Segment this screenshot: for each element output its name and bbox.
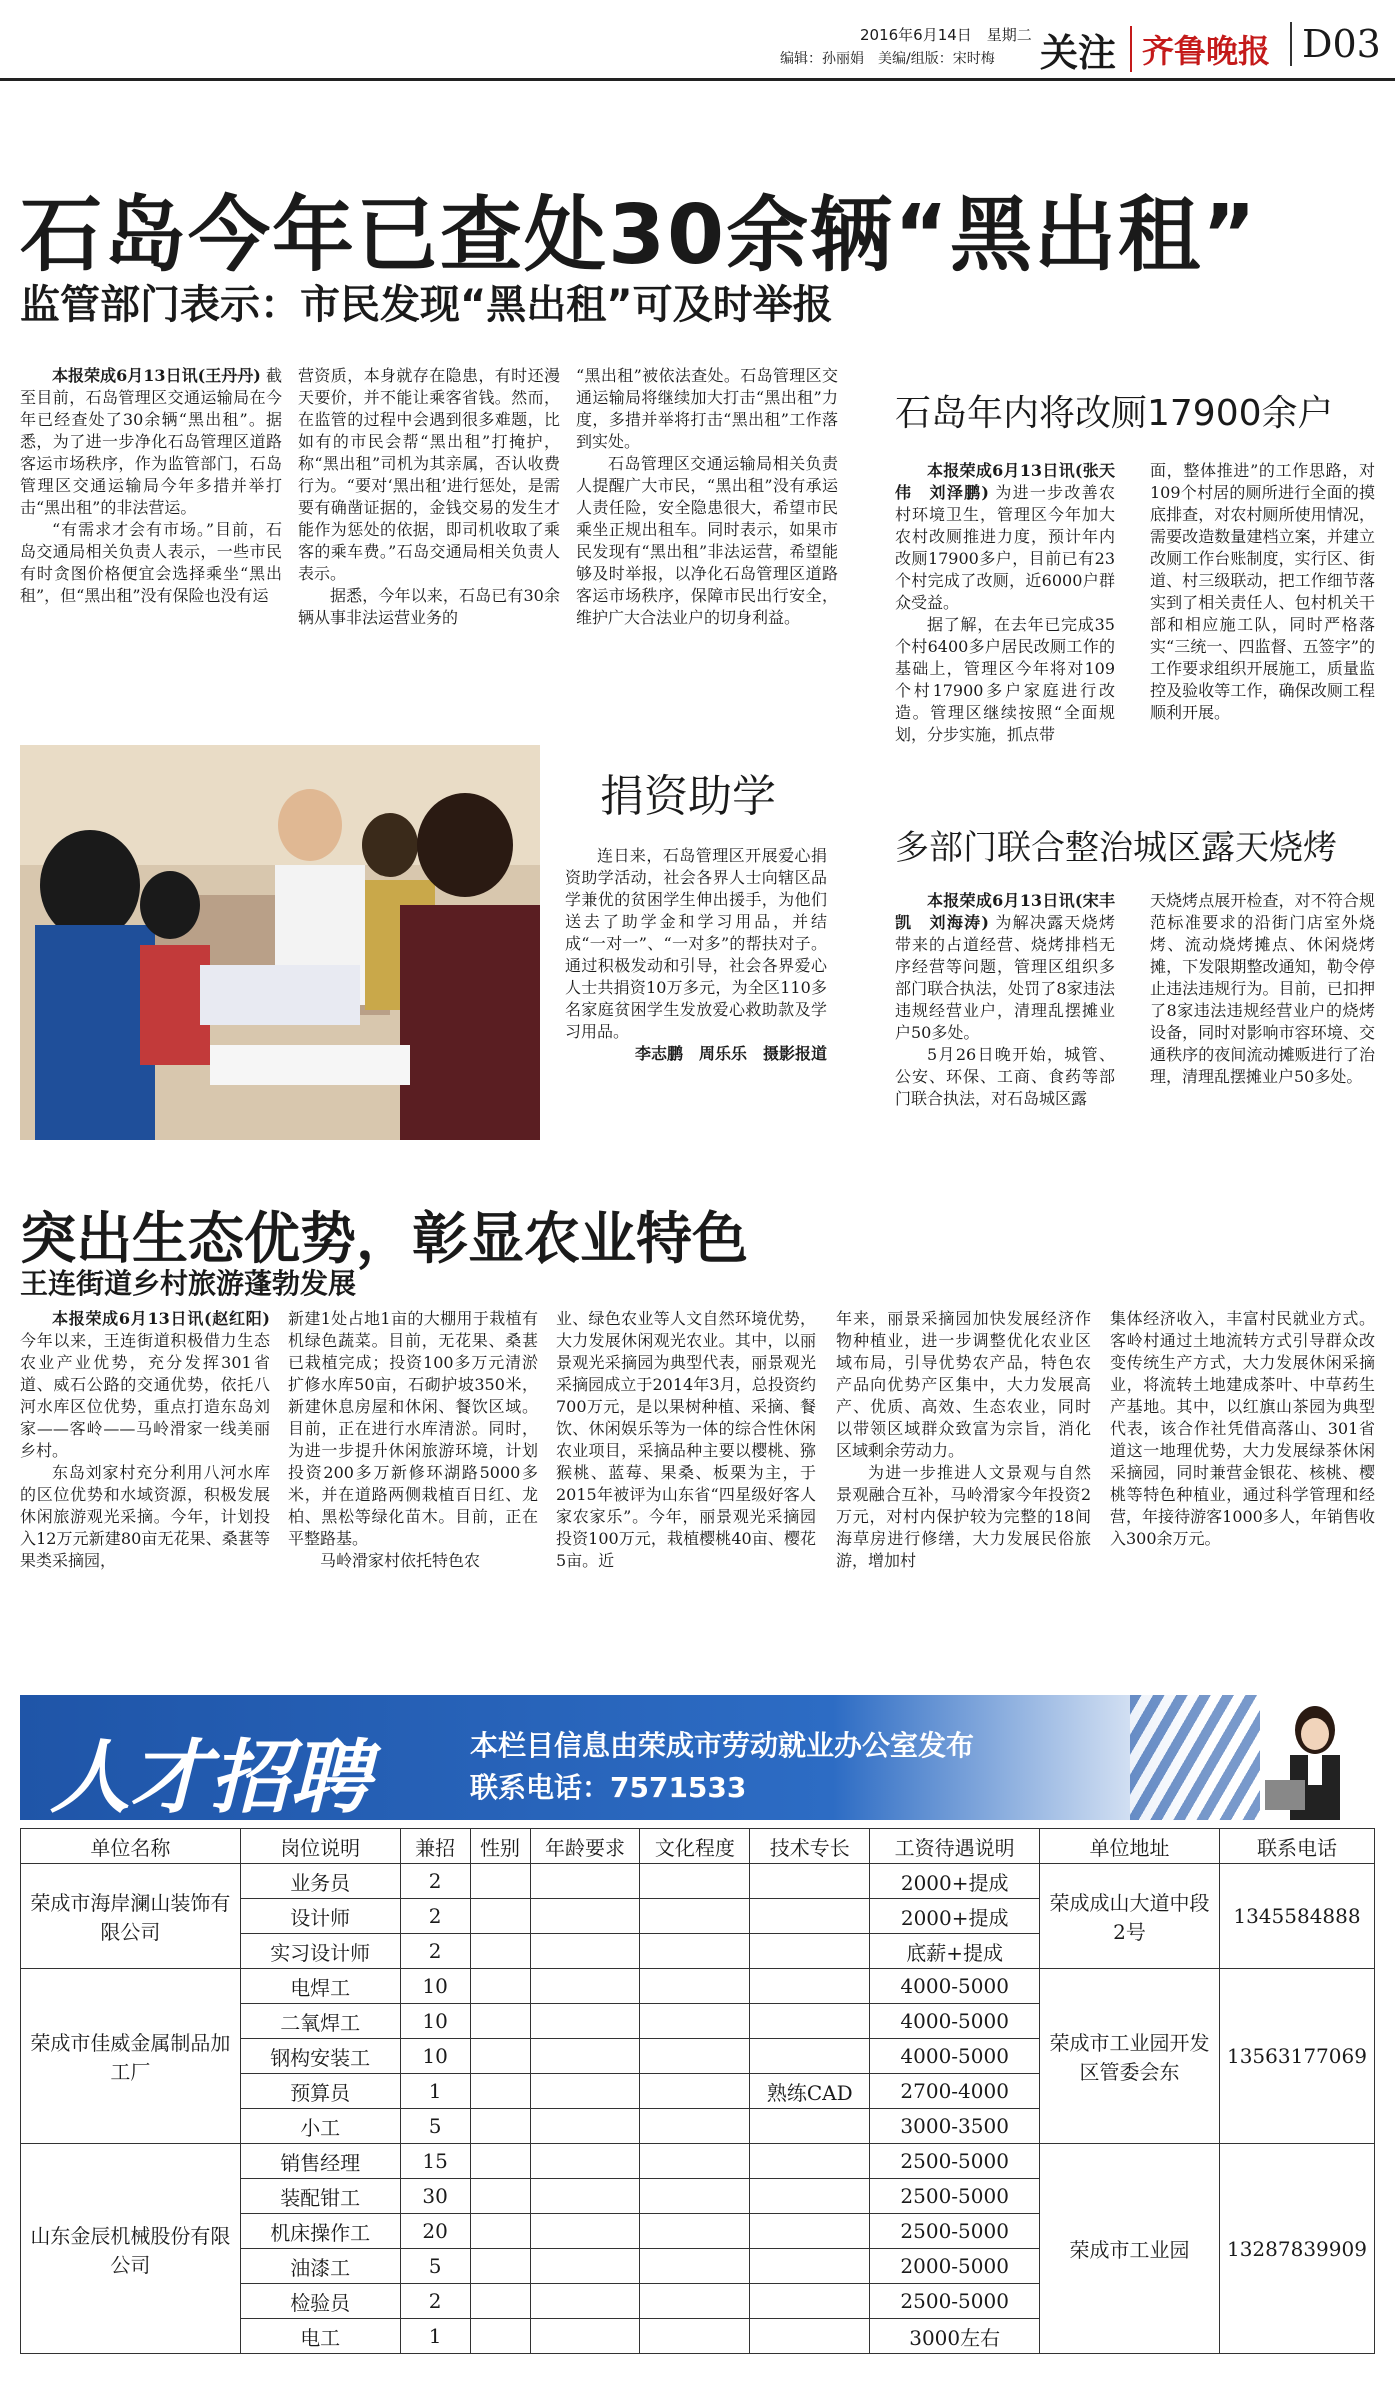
- age-cell: [530, 2319, 640, 2354]
- education-cell: [640, 2284, 750, 2319]
- gender-cell: [470, 2284, 530, 2319]
- phone-cell: 1345584888: [1219, 1864, 1374, 1969]
- salary-cell: 4000-5000: [870, 2039, 1040, 2074]
- skill-cell: [750, 2039, 870, 2074]
- post-cell: 电工: [240, 2319, 400, 2354]
- toilet-article-col1: 本报荣成6月13日讯(张天伟 刘泽鹏) 为进一步改善农村环境卫生，管理区今年加大农村改厕推进力度，预计年内改厕17900多户，目前已有23个村完成了改厕，近6000户群众受益。 据了解，在去年已完成35个村6400多户居民改厕工作的基础上，管理区今年将对109个村17900多户家庭进行改造。管理区继续按照“全面规划，分步实施，抓点带: [895, 461, 1115, 744]
- donation-text: 连日来，石岛管理区开展爱心捐资助学活动，社会各界人士向辖区品学兼优的贫困学生伸出援手，为他们送去了助学金和学习用品，并结成“一对一”、“一对多”的帮扶对子。通过积极发动和引导，社会各界爱心人士共捐资10万多元，为全区110多名家庭贫困学生发放爱心救助款及学习用品。 李志鹏 周乐乐 摄影报道: [565, 846, 827, 1063]
- skill-cell: [750, 2284, 870, 2319]
- gender-cell: [470, 2144, 530, 2179]
- post-cell: 电焊工: [240, 1969, 400, 2004]
- table-header-cell: 单位地址: [1040, 1829, 1220, 1864]
- table-header-cell: 单位名称: [21, 1829, 241, 1864]
- salary-cell: 2000+提成: [870, 1864, 1040, 1899]
- masthead: [0, 0, 1395, 80]
- table-row: [21, 1969, 1375, 2004]
- masthead-rule: [0, 78, 1395, 81]
- agri-article-col1: 本报荣成6月13日讯(赵红阳) 今年以来，王连街道积极借力生态农业产业优势，充分发挥301省道、威石公路的交通优势，依托八河水库区位优势，重点打造东岛刘家——客岭——马岭滑家一线美丽乡村。 东岛刘家村充分利用八河水库的区位优势和水域资源，积极发展休闲旅游观光采摘。今年，计划投入12万元新建80亩无花果、桑葚等果类采摘园，: [20, 1309, 270, 1570]
- issue-date: 2016年6月14日 星期二: [860, 26, 1032, 44]
- count-cell: 5: [400, 2109, 470, 2144]
- gender-cell: [470, 1934, 530, 1969]
- table-header-cell: 联系电话: [1219, 1829, 1374, 1864]
- skill-cell: 熟练CAD: [750, 2074, 870, 2109]
- bbq-article-col2: 天烧烤点展开检查，对不符合规范标准要求的沿街门店室外烧烤、流动烧烤摊点、休闲烧烤摊，下发限期整改通知，勒令停止违法违规行为。目前，已扣押了8家违法违规经营业户的烧烤设备，同时对影响市容环境、交通秩序的夜间流动摊贩进行了治理，清理乱摆摊业户50多处。: [1150, 891, 1375, 1086]
- salary-cell: 4000-5000: [870, 2004, 1040, 2039]
- recruit-banner: [20, 1695, 1375, 1820]
- education-cell: [640, 1899, 750, 1934]
- salary-cell: 4000-5000: [870, 1969, 1040, 2004]
- salary-cell: 3000左右: [870, 2319, 1040, 2354]
- table-header-cell: 岗位说明: [240, 1829, 400, 1864]
- count-cell: 2: [400, 1899, 470, 1934]
- gender-cell: [470, 2319, 530, 2354]
- age-cell: [530, 2144, 640, 2179]
- skill-cell: [750, 2004, 870, 2039]
- gender-cell: [470, 2179, 530, 2214]
- salary-cell: 底薪+提成: [870, 1934, 1040, 1969]
- banner-stripes: [1130, 1695, 1260, 1820]
- recruit-table-body: [21, 1864, 1375, 2354]
- skill-cell: [750, 1864, 870, 1899]
- post-cell: 装配钳工: [240, 2179, 400, 2214]
- gender-cell: [470, 2249, 530, 2284]
- count-cell: 1: [400, 2319, 470, 2354]
- post-cell: 机床操作工: [240, 2214, 400, 2249]
- agri-article-col5: 集体经济收入，丰富村民就业方式。客岭村通过土地流转方式引导群众改变传统生产方式，大力发展休闲采摘业，将流转土地建成茶叶、中草药生产基地。其中，以红旗山茶园为典型代表，该合作社凭借高落山、301省道这一地理优势，大力发展绿茶休闲采摘园，同时兼营金银花、核桃、樱桃等特色种植业，通过科学管理和经营，年接待游客1000多人，年销售收入300余万元。: [1110, 1309, 1375, 1548]
- phone-cell: 13563177069: [1219, 1969, 1374, 2144]
- table-header-cell: 文化程度: [640, 1829, 750, 1864]
- company-name-cell: 荣成市佳威金属制品加工厂: [21, 1969, 241, 2144]
- newspaper-logo: 齐鲁晚报: [1130, 26, 1270, 72]
- education-cell: [640, 1934, 750, 1969]
- skill-cell: [750, 2109, 870, 2144]
- salary-cell: 2000-5000: [870, 2249, 1040, 2284]
- age-cell: [530, 1899, 640, 1934]
- education-cell: [640, 2109, 750, 2144]
- skill-cell: [750, 2179, 870, 2214]
- count-cell: 2: [400, 1934, 470, 1969]
- post-cell: 检验员: [240, 2284, 400, 2319]
- age-cell: [530, 1969, 640, 2004]
- salary-cell: 2500-5000: [870, 2284, 1040, 2319]
- company-name-cell: 山东金辰机械股份有限公司: [21, 2144, 241, 2354]
- gender-cell: [470, 2214, 530, 2249]
- age-cell: [530, 2284, 640, 2319]
- donation-photo: [20, 745, 540, 1140]
- count-cell: 10: [400, 2039, 470, 2074]
- count-cell: 30: [400, 2179, 470, 2214]
- toilet-article-col2: 面，整体推进”的工作思路，对109个村居的厕所进行全面的摸底排查，对农村厕所使用情况，需要改造数量建档立案，并建立改厕工作台账制度，实行区、街道、村三级联动，把工作细节落实到了相关责任人、包村机关干部和相应施工队，同时严格落实“三统一、四监督、五签字”的工作要求组织开展施工，质量监控及验收等工作，确保改厕工程顺利开展。: [1150, 461, 1375, 722]
- taxi-article-col2: 营资质，本身就存在隐患，有时还漫天要价，并不能让乘客省钱。然而，在监管的过程中会遇到很多难题，比如有的市民会帮“黑出租”打掩护，称“黑出租”司机为其亲属，否认收费行为。“要对‘黑出租’进行惩处，是需要有确凿证据的，金钱交易的发生才能作为惩处的依据，即司机收取了乘客的乘车费。”石岛交通局相关负责人表示。 据悉，今年以来，石岛已有30余辆从事非法运营业务的: [298, 366, 560, 627]
- count-cell: 10: [400, 1969, 470, 2004]
- salary-cell: 2700-4000: [870, 2074, 1040, 2109]
- age-cell: [530, 1864, 640, 1899]
- count-cell: 2: [400, 2284, 470, 2319]
- table-row: [21, 2144, 1375, 2179]
- table-row: [21, 1864, 1375, 1899]
- post-cell: 设计师: [240, 1899, 400, 1934]
- address-cell: 荣成市工业园开发区管委会东: [1040, 1969, 1220, 2144]
- age-cell: [530, 2004, 640, 2039]
- age-cell: [530, 2179, 640, 2214]
- count-cell: 1: [400, 2074, 470, 2109]
- salary-cell: 2500-5000: [870, 2144, 1040, 2179]
- agri-article-col2: 新建1处占地1亩的大棚用于栽植有机绿色蔬菜。目前，无花果、桑葚已栽植完成；投资100多万元清淤扩修水库50亩，石砌护坡350米，新建休息房屋和休闲、餐饮区域。目前，正在进行水库清淤。同时，为进一步提升休闲旅游环境，计划投资200多万新修环湖路5000多米，并在道路两侧栽植百日红、龙柏、黑松等绿化苗木。目前，正在平整路基。 马岭滑家村依托特色农: [288, 1309, 538, 1570]
- phone-cell: 13287839909: [1219, 2144, 1374, 2354]
- education-cell: [640, 1864, 750, 1899]
- gender-cell: [470, 2109, 530, 2144]
- count-cell: 2: [400, 1864, 470, 1899]
- age-cell: [530, 2109, 640, 2144]
- donation-title: 捐资助学: [600, 771, 776, 822]
- recruit-title: 人才招聘: [50, 1731, 370, 1820]
- editors-credit: 编辑：孙丽娟 美编/组版：宋时梅: [780, 51, 995, 67]
- education-cell: [640, 2039, 750, 2074]
- gender-cell: [470, 2004, 530, 2039]
- education-cell: [640, 2074, 750, 2109]
- post-cell: 小工: [240, 2109, 400, 2144]
- count-cell: 10: [400, 2004, 470, 2039]
- recruit-info: 本栏目信息由荣成市劳动就业办公室发布 联系电话：7571533: [470, 1729, 975, 1804]
- age-cell: [530, 2039, 640, 2074]
- count-cell: 20: [400, 2214, 470, 2249]
- taxi-article-col1: 本报荣成6月13日讯(王丹丹) 截至目前，石岛管理区交通运输局在今年已经查处了30余辆“黑出租”。据悉，为了进一步净化石岛管理区道路客运市场秩序，作为监管部门，石岛管理区交通运输局今年多措并举打击“黑出租”的非法营运。 “有需求才会有市场。”目前，石岛交通局相关负责人表示，一些市民有时贪图价格便宜会选择乘坐“黑出租”，但“黑出租”没有保险也没有运: [20, 366, 282, 605]
- main-subheadline: 监管部门表示：市民发现“黑出租”可及时举报: [20, 282, 833, 328]
- agri-article-title: 突出生态优势，彰显农业特色: [20, 1207, 748, 1272]
- age-cell: [530, 2074, 640, 2109]
- gender-cell: [470, 1899, 530, 1934]
- gender-cell: [470, 1864, 530, 1899]
- table-header-cell: 性别: [470, 1829, 530, 1864]
- section-name: 关注: [1040, 31, 1117, 75]
- recruit-table-header: [21, 1829, 1375, 1864]
- toilet-article-title: 石岛年内将改厕17900余户: [895, 393, 1334, 434]
- recruiter-illustration-icon: [1260, 1700, 1370, 1820]
- education-cell: [640, 2004, 750, 2039]
- skill-cell: [750, 2249, 870, 2284]
- gender-cell: [470, 2039, 530, 2074]
- bbq-article-title: 多部门联合整治城区露天烧烤: [895, 828, 1337, 868]
- skill-cell: [750, 2214, 870, 2249]
- skill-cell: [750, 2319, 870, 2354]
- skill-cell: [750, 1934, 870, 1969]
- post-cell: 实习设计师: [240, 1934, 400, 1969]
- post-cell: 预算员: [240, 2074, 400, 2109]
- education-cell: [640, 2179, 750, 2214]
- age-cell: [530, 2214, 640, 2249]
- salary-cell: 2500-5000: [870, 2214, 1040, 2249]
- gender-cell: [470, 1969, 530, 2004]
- age-cell: [530, 2249, 640, 2284]
- salary-cell: 2500-5000: [870, 2179, 1040, 2214]
- education-cell: [640, 1969, 750, 2004]
- table-header-cell: 工资待遇说明: [870, 1829, 1040, 1864]
- age-cell: [530, 1934, 640, 1969]
- skill-cell: [750, 1969, 870, 2004]
- post-cell: 业务员: [240, 1864, 400, 1899]
- donation-photo-image: [20, 745, 540, 1140]
- education-cell: [640, 2319, 750, 2354]
- agri-article-col4: 年来，丽景采摘园加快发展经济作物种植业，进一步调整优化农业区域布局，引导优势农产品，特色农产品向优势产区集中，大力发展高产、优质、高效、生态农业，同时以带领区域群众致富为宗旨，消化区域剩余劳动力。 为进一步推进人文景观与自然景观融合互补，马岭滑家今年投资2万元，对村内保护较为完整的18间海草房进行修缮，大力发展民俗旅游，增加村: [836, 1309, 1091, 1570]
- education-cell: [640, 2249, 750, 2284]
- main-headline: 石岛今年已查处30余辆“黑出租”: [20, 188, 1258, 283]
- skill-cell: [750, 1899, 870, 1934]
- bbq-article-col1: 本报荣成6月13日讯(宋丰凯 刘海涛) 为解决露天烧烤带来的占道经营、烧烤排档无序经营等问题，管理区组织多部门联合执法，处罚了8家违法违规经营业户，清理乱摆摊业户50多处。 5月26日晚开始，城管、公安、环保、工商、食药等部门联合执法，对石岛城区露: [895, 891, 1115, 1108]
- page-number: D03: [1290, 22, 1381, 66]
- salary-cell: 3000-3500: [870, 2109, 1040, 2144]
- education-cell: [640, 2144, 750, 2179]
- taxi-article-col3: “黑出租”被依法查处。石岛管理区交通运输局将继续加大打击“黑出租”力度，多措并举将打击“黑出租”工作落到实处。 石岛管理区交通运输局相关负责人提醒广大市民，“黑出租”没有承运人责任险，安全隐患很大，希望市民乘坐正规出租车。同时表示，如果市民发现有“黑出租”非法运营，希望能够及时举报，以净化石岛管理区道路客运市场秩序，保障市民出行安全，维护广大合法业户的切身利益。: [576, 366, 838, 627]
- agri-article-col3: 业、绿色农业等人文自然环境优势，大力发展休闲观光农业。其中，以丽景观光采摘园为典型代表，丽景观光采摘园成立于2014年3月，总投资约700万元，是以果树种植、采摘、餐饮、休闲娱乐等为一体的综合性休闲农业项目，采摘品种主要以樱桃、猕猴桃、蓝莓、果桑、板栗为主，于2015年被评为山东省“四星级好客人家农家乐”。今年，丽景观光采摘园投资100万元，栽植樱桃40亩、樱花5亩。近: [556, 1309, 816, 1570]
- education-cell: [640, 2214, 750, 2249]
- agri-article-subtitle: 王连街道乡村旅游蓬勃发展: [20, 1267, 357, 1300]
- post-cell: 销售经理: [240, 2144, 400, 2179]
- recruit-table: [20, 1828, 1375, 2354]
- skill-cell: [750, 2144, 870, 2179]
- company-name-cell: 荣成市海岸澜山装饰有限公司: [21, 1864, 241, 1969]
- donation-byline: 李志鹏 周乐乐 摄影报道: [634, 1044, 827, 1063]
- post-cell: 油漆工: [240, 2249, 400, 2284]
- post-cell: 二氧焊工: [240, 2004, 400, 2039]
- table-header-cell: 兼招: [400, 1829, 470, 1864]
- address-cell: 荣成市工业园: [1040, 2144, 1220, 2354]
- count-cell: 15: [400, 2144, 470, 2179]
- address-cell: 荣成成山大道中段2号: [1040, 1864, 1220, 1969]
- table-header-cell: 技术专长: [750, 1829, 870, 1864]
- gender-cell: [470, 2074, 530, 2109]
- salary-cell: 2000+提成: [870, 1899, 1040, 1934]
- post-cell: 钢构安装工: [240, 2039, 400, 2074]
- table-header-cell: 年龄要求: [530, 1829, 640, 1864]
- taxi-article-lead: 本报荣成6月13日讯(王丹丹): [52, 366, 261, 385]
- count-cell: 5: [400, 2249, 470, 2284]
